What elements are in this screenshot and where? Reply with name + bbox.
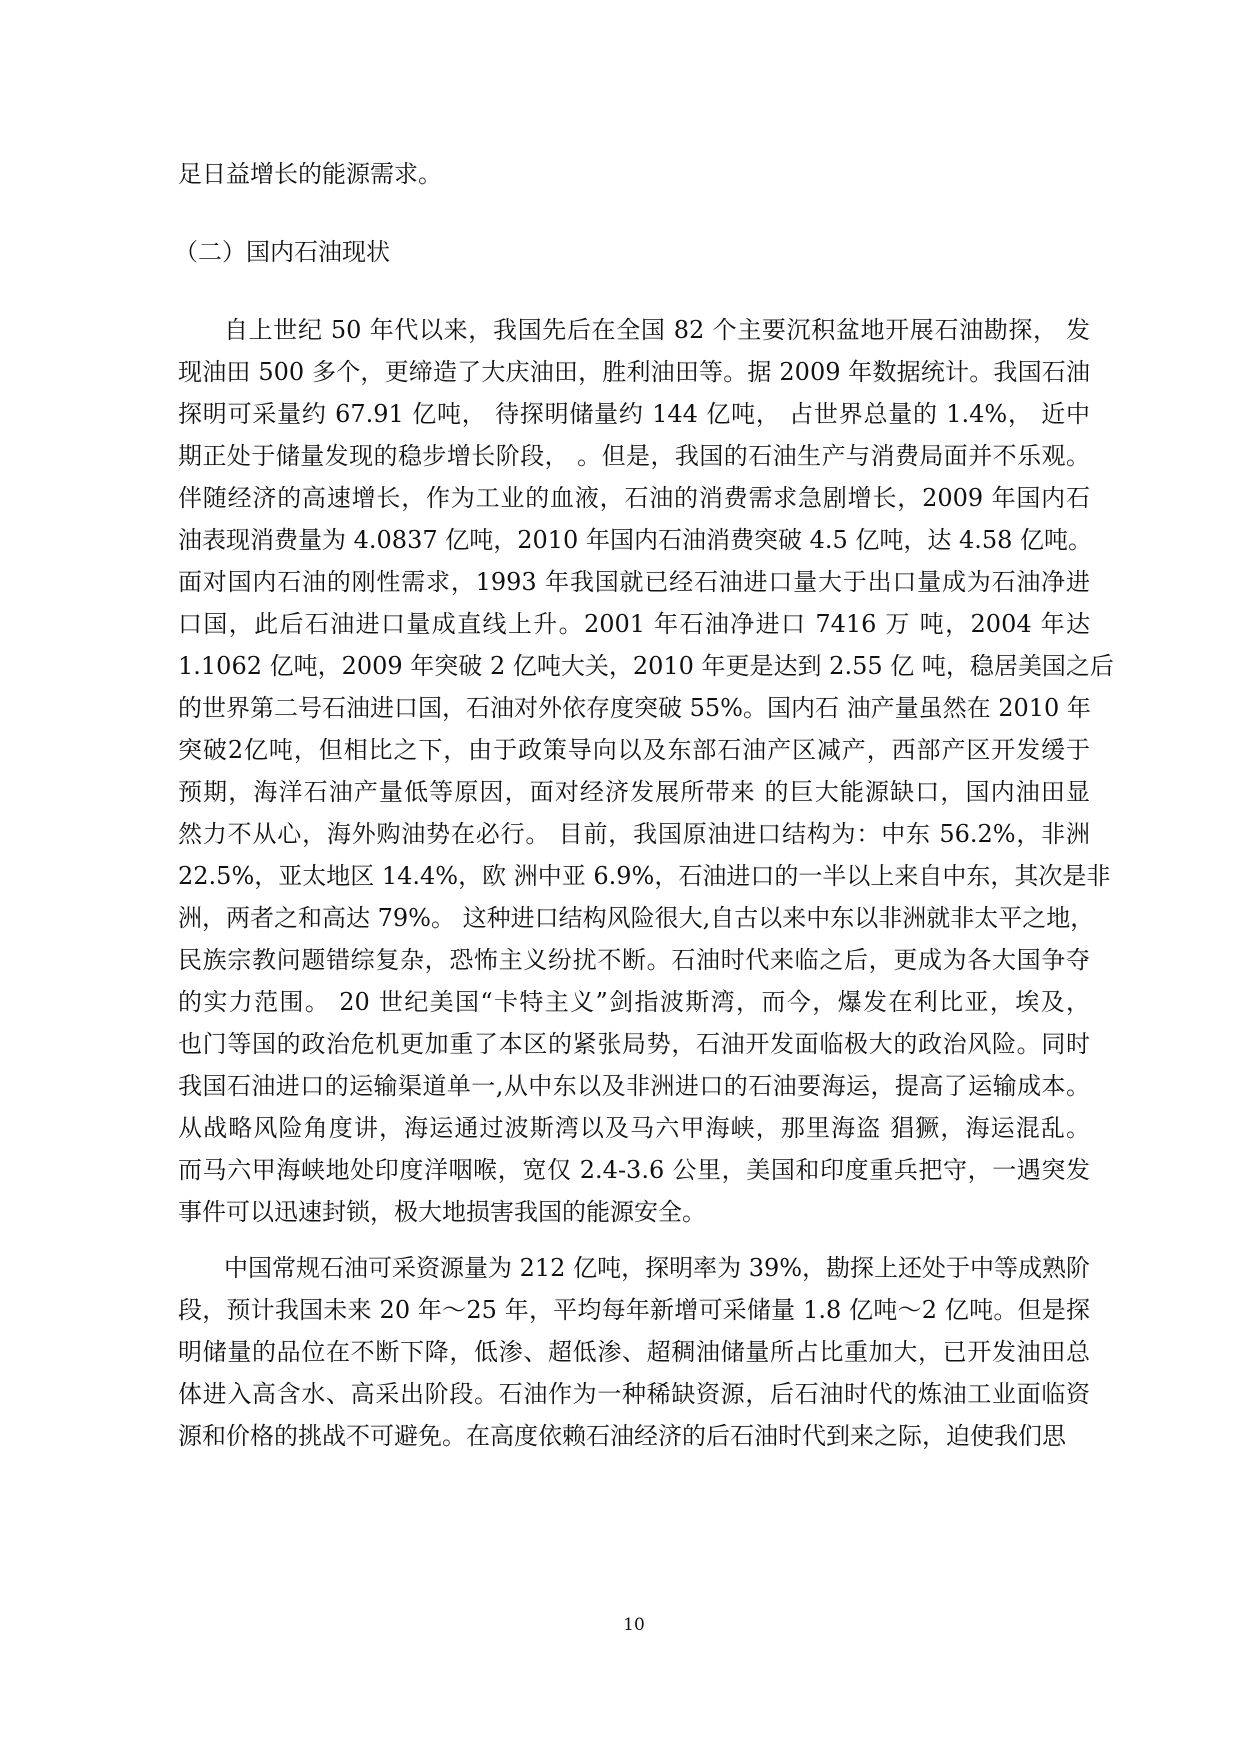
intro-line: 足日益增长的能源需求。 (178, 160, 442, 188)
paragraph-1-line: 洲，两者之和高达 79%。 这种进口结构风险很大,自古以来中东以非洲就非太平之地， (178, 904, 1095, 932)
paragraph-2-line: 源和价格的挑战不可避免。在高度依赖石油经济的后石油时代到来之际，迫使我们思 (178, 1422, 1066, 1450)
paragraph-2-line: 明储量的品位在不断下降，低渗、超低渗、超稠油储量所占比重加大，已开发油田总 (178, 1338, 1090, 1366)
paragraph-1-line: 油表现消费量为 4.0837 亿吨，2010 年国内石油消费突破 4.5 亿吨，达 4.58 亿吨。 (178, 526, 1093, 554)
paragraph-1-line: 口国，此后石油进口量成直线上升。2001 年石油净进口 7416 万 吨，2004 年达 (178, 610, 1090, 638)
paragraph-1-line: 伴随经济的高速增长，作为工业的血液，石油的消费需求急剧增长，2009 年国内石 (178, 484, 1090, 512)
paragraph-2-line: 体进入高含水、高采出阶段。石油作为一种稀缺资源，后石油时代的炼油工业面临资 (178, 1380, 1090, 1408)
paragraph-1-line: 从战略风险角度讲，海运通过波斯湾以及马六甲海峡，那里海盗 猖獗，海运混乱。 (178, 1114, 1090, 1142)
paragraph-2-line: 段，预计我国未来 20 年～25 年，平均每年新增可采储量 1.8 亿吨～2 亿吨。但是探 (178, 1296, 1090, 1324)
paragraph-1-line: 现油田 500 多个，更缔造了大庆油田，胜利油田等。据 2009 年数据统计。我国石油 (178, 358, 1090, 386)
paragraph-2-line: 中国常规石油可采资源量为 212 亿吨，探明率为 39%，勘探上还处于中等成熟阶 (224, 1254, 1091, 1282)
page-number: 10 (623, 1615, 645, 1635)
paragraph-1-line: 突破2亿吨，但相比之下，由于政策导向以及东部石油产区减产，西部产区开发缓于 (178, 736, 1090, 764)
paragraph-1-line: 预期，海洋石油产量低等原因，面对经济发展所带来 的巨大能源缺口，国内油田显 (178, 778, 1090, 806)
paragraph-1-line: 民族宗教问题错综复杂，恐怖主义纷扰不断。石油时代来临之后，更成为各大国争夺 (178, 946, 1090, 974)
paragraph-1-line: 面对国内石油的刚性需求，1993 年我国就已经石油进口量大于出口量成为石油净进 (178, 568, 1090, 596)
paragraph-1-line: 的世界第二号石油进口国，石油对外依存度突破 55%。国内石 油产量虽然在 2010 年 (178, 694, 1091, 722)
paragraph-1-line: 探明可采量约 67.91 亿吨， 待探明储量约 144 亿吨， 占世界总量的 1.4%， 近中 (178, 400, 1090, 428)
paragraph-1-line: 我国石油进口的运输渠道单一,从中东以及非洲进口的石油要海运，提高了运输成本。 (178, 1072, 1090, 1100)
paragraph-1-line: 而马六甲海峡地处印度洋咽喉，宽仅 2.4-3.6 公里，美国和印度重兵把守，一遇突发 (178, 1156, 1090, 1184)
paragraph-1-line: 1.1062 亿吨，2009 年突破 2 亿吨大关，2010 年更是达到 2.55 亿 吨，稳居美国之后 (178, 652, 1114, 680)
paragraph-1-line: 然力不从心，海外购油势在必行。 目前，我国原油进口结构为：中东 56.2%，非洲 (178, 820, 1090, 848)
paragraph-1-line: 期正处于储量发现的稳步增长阶段， 。但是，我国的石油生产与消费局面并不乐观。 (178, 442, 1090, 470)
document-page (174, 0, 1114, 1754)
paragraph-1-line: 事件可以迅速封锁，极大地损害我国的能源安全。 (178, 1198, 706, 1226)
paragraph-1-line: 的实力范围。 20 世纪美国“卡特主义”剑指波斯湾，而今，爆发在利比亚，埃及， (178, 988, 1090, 1016)
paragraph-1-line: 也门等国的政治危机更加重了本区的紧张局势，石油开发面临极大的政治风险。同时 (178, 1030, 1090, 1058)
paragraph-1-line: 自上世纪 50 年代以来，我国先后在全国 82 个主要沉积盆地开展石油勘探， 发 (224, 316, 1090, 344)
section-heading: （二）国内石油现状 (174, 238, 390, 266)
paragraph-1-line: 22.5%，亚太地区 14.4%，欧 洲中亚 6.9%，石油进口的一半以上来自中东，其次是非 (178, 862, 1111, 890)
